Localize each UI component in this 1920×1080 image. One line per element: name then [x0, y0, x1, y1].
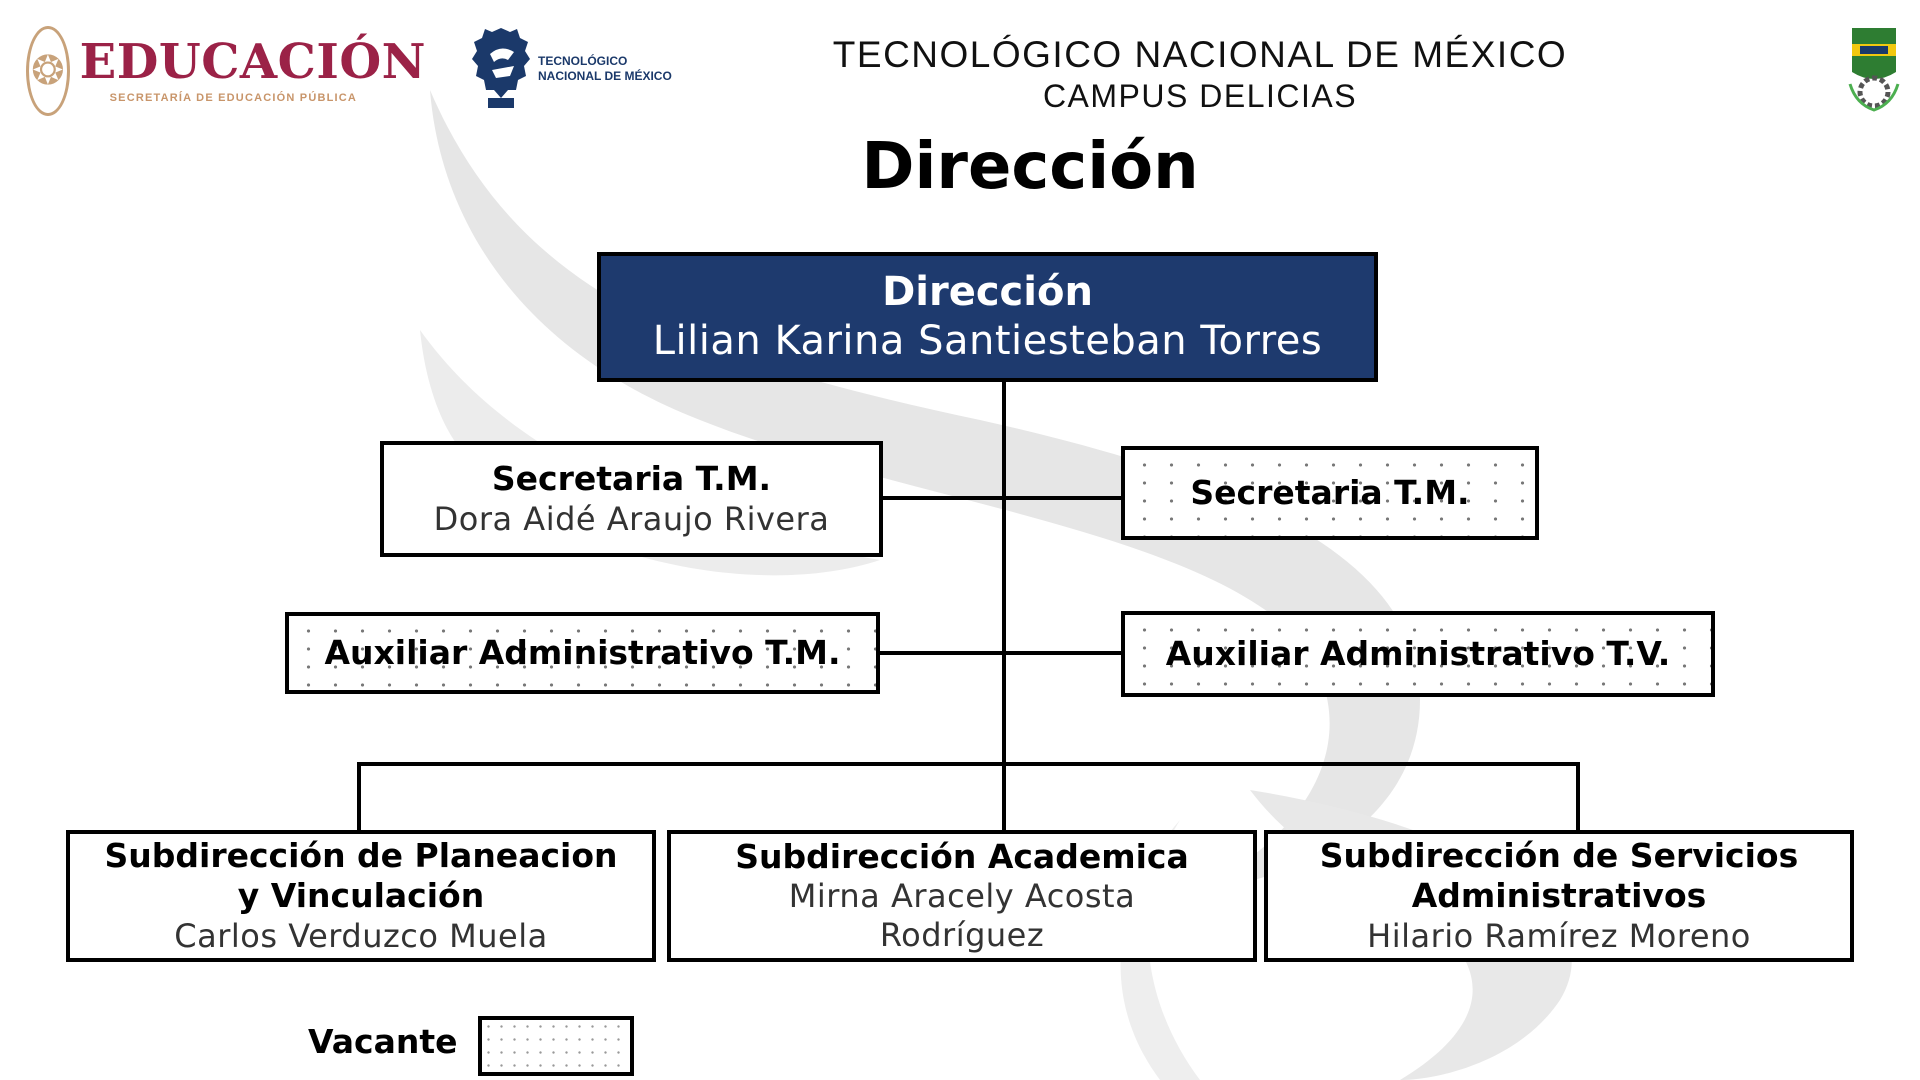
subdireccion-academica-role: Subdirección Academica: [735, 836, 1189, 876]
subdireccion-academica-name-line2: Rodríguez: [879, 916, 1045, 955]
sep-logo-subtitle: SECRETARÍA DE EDUCACIÓN PÚBLICA: [109, 92, 358, 104]
subdireccion-servicios-role-line1: Subdirección de Servicios: [1319, 836, 1799, 876]
staff-left-2-role: Auxiliar Administrativo T.M.: [324, 632, 841, 672]
director-name: Lilian Karina Santiesteban Torres: [652, 318, 1323, 364]
institution-title: TECNOLÓGICO NACIONAL DE MÉXICO: [832, 34, 1568, 75]
staff-left-1-role: Secretaria T.M.: [491, 459, 772, 499]
tecnm-logo: [470, 24, 690, 114]
staff-right-2-role: Auxiliar Administrativo T.V.: [1165, 633, 1671, 673]
subdireccion-servicios-role-line2: Administrativos: [1411, 876, 1707, 916]
staff-left-1-box: [380, 441, 883, 557]
tecnm-logo-line1: TECNOLÓGICO: [538, 54, 628, 68]
connector-subdir-bar: [357, 762, 1580, 766]
page-title: Dirección: [861, 130, 1199, 204]
director-box: [597, 252, 1378, 382]
connector-subdir-left: [357, 762, 361, 832]
staff-right-2-box-vacant: [1121, 611, 1715, 697]
subdireccion-planeacion-role-line1: Subdirección de Planeacion: [104, 836, 618, 876]
staff-left-1-name: Dora Aidé Araujo Rivera: [433, 499, 830, 538]
subdireccion-academica-box: [667, 830, 1257, 962]
subdireccion-planeacion-role-line2: y Vinculación: [237, 876, 485, 916]
connector-row2: [876, 651, 1124, 655]
subdireccion-servicios-box: [1264, 830, 1854, 962]
campus-subtitle: CAMPUS DELICIAS: [1042, 78, 1358, 114]
tecnm-eagle-gear-icon: [470, 26, 532, 112]
director-role: Dirección: [882, 269, 1093, 316]
campus-delicias-emblem-icon: [1846, 24, 1902, 114]
subdireccion-academica-name-line1: Mirna Aracely Acosta: [788, 877, 1136, 916]
sep-logo: [26, 26, 426, 116]
staff-right-1-box-vacant: [1121, 446, 1539, 540]
staff-right-1-role: Secretaria T.M.: [1190, 472, 1470, 512]
staff-left-2-box-vacant: [285, 612, 880, 694]
mexico-seal-icon: ❂: [26, 26, 70, 116]
subdireccion-servicios-name: Hilario Ramírez Moreno: [1367, 916, 1751, 955]
tecnm-logo-line2: NACIONAL DE MÉXICO: [538, 69, 672, 83]
sep-logo-title: EDUCACIÓN: [79, 34, 426, 90]
connector-subdir-right: [1576, 762, 1580, 832]
subdireccion-planeacion-name: Carlos Verduzco Muela: [174, 916, 548, 955]
legend-vacante-label: Vacante: [308, 1022, 458, 1061]
legend-vacante-swatch: [478, 1016, 634, 1076]
subdireccion-planeacion-box: [66, 830, 656, 962]
connector-row1: [880, 496, 1125, 500]
